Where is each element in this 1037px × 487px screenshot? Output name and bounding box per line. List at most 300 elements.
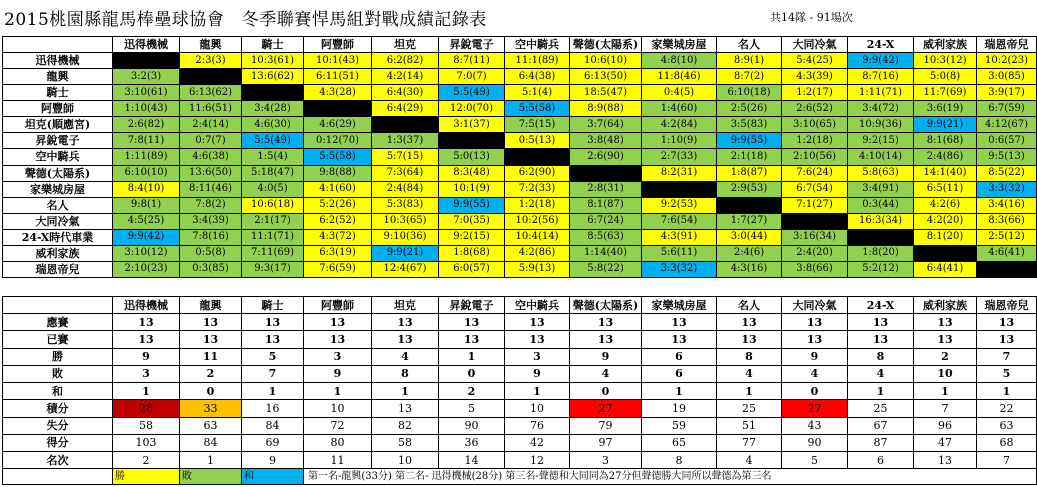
stats-value-cell: 0 — [782, 383, 848, 400]
match-result-cell: 5:6(11) — [642, 245, 717, 261]
match-result-cell: 2:6(52) — [782, 101, 848, 117]
self-match-cell — [977, 261, 1037, 277]
matrix-row — [3, 133, 1037, 149]
stats-row — [3, 314, 1037, 331]
stats-value-cell: 13 — [642, 331, 717, 348]
matrix-column-header: 聲德(太陽系) — [570, 37, 642, 53]
match-result-cell: 2:10(56) — [782, 149, 848, 165]
match-result-cell: 8:7(16) — [848, 69, 914, 85]
match-result-cell: 1:2(17) — [782, 85, 848, 101]
self-match-cell — [304, 101, 372, 117]
match-result-cell: 3:9(17) — [977, 85, 1037, 101]
match-result-cell: 4:1(60) — [304, 181, 372, 197]
matrix-row — [3, 101, 1037, 117]
self-match-cell — [505, 149, 570, 165]
match-result-cell: 1:2(18) — [505, 197, 570, 213]
match-result-cell: 3:4(39) — [180, 213, 242, 229]
match-result-cell: 2:10(23) — [113, 261, 180, 277]
stats-value-cell: 1 — [848, 383, 914, 400]
match-result-cell: 12:4(67) — [372, 261, 439, 277]
match-result-cell: 3:4(16) — [977, 197, 1037, 213]
matrix-row-team: 家樂城房屋 — [3, 181, 113, 197]
stats-row-label: 名次 — [3, 451, 113, 468]
match-result-cell: 7:8(16) — [180, 229, 242, 245]
self-match-cell — [180, 69, 242, 85]
stats-value-cell: 58 — [372, 434, 439, 451]
stats-row-label: 勝 — [3, 348, 113, 365]
stats-value-cell: 13 — [372, 314, 439, 331]
match-result-cell: 6:10(18) — [717, 85, 782, 101]
self-match-cell — [782, 213, 848, 229]
match-result-cell: 4:2(20) — [914, 213, 977, 229]
stats-row-label: 積分 — [3, 400, 113, 417]
stats-value-cell: 87 — [848, 434, 914, 451]
stats-value-cell: 13 — [505, 331, 570, 348]
match-result-cell: 3:0(44) — [717, 229, 782, 245]
match-result-cell: 3:3(32) — [642, 261, 717, 277]
match-result-cell: 5:8(63) — [848, 165, 914, 181]
match-result-cell: 4:3(72) — [304, 229, 372, 245]
stats-value-cell: 13 — [242, 331, 304, 348]
matrix-column-header: 大同冷氣 — [782, 37, 848, 53]
match-result-cell: 14:1(40) — [914, 165, 977, 181]
matrix-row-team: 空中騎兵 — [3, 149, 113, 165]
match-result-cell: 5:4(25) — [782, 53, 848, 69]
match-result-cell: 9:3(17) — [242, 261, 304, 277]
matrix-row-team: 威利家族 — [3, 245, 113, 261]
stats-value-cell: 4 — [717, 451, 782, 468]
match-result-cell: 5:1(4) — [505, 85, 570, 101]
stats-row-label: 應賽 — [3, 314, 113, 331]
stats-column-header: 聲德(太陽系) — [570, 297, 642, 314]
stats-value-cell: 7 — [977, 451, 1037, 468]
match-result-cell: 8:1(87) — [570, 197, 642, 213]
match-result-cell: 2:6(82) — [113, 117, 180, 133]
stats-value-cell: 8 — [848, 348, 914, 365]
match-result-cell: 9:9(21) — [372, 245, 439, 261]
stats-value-cell: 1 — [914, 383, 977, 400]
stats-value-cell: 6 — [848, 451, 914, 468]
match-result-cell: 6:0(57) — [439, 261, 505, 277]
match-result-cell: 3:8(48) — [570, 133, 642, 149]
stats-column-header: 空中騎兵 — [505, 297, 570, 314]
match-result-cell: 7:8(2) — [180, 197, 242, 213]
matrix-row — [3, 213, 1037, 229]
match-result-cell: 11:1(71) — [242, 229, 304, 245]
stats-value-cell: 13 — [642, 314, 717, 331]
match-result-cell: 3:10(12) — [113, 245, 180, 261]
match-result-cell: 3:10(61) — [113, 85, 180, 101]
match-result-cell: 1:11(89) — [113, 149, 180, 165]
stats-value-cell: 58 — [113, 417, 180, 434]
stats-row — [3, 383, 1037, 400]
stats-value-cell: 1 — [180, 451, 242, 468]
stats-column-header: 迅得機械 — [113, 297, 180, 314]
stats-value-cell: 13 — [977, 314, 1037, 331]
stats-value-cell: 3 — [570, 451, 642, 468]
matrix-row — [3, 229, 1037, 245]
stats-value-cell: 9 — [113, 348, 180, 365]
stats-value-cell: 13 — [717, 331, 782, 348]
match-result-cell: 4:5(25) — [113, 213, 180, 229]
matrix-column-header: 威利家族 — [914, 37, 977, 53]
match-result-cell: 6:4(29) — [372, 101, 439, 117]
match-result-cell: 5:18(47) — [242, 165, 304, 181]
legend-row — [3, 469, 1037, 485]
match-result-cell: 3:6(19) — [914, 101, 977, 117]
stats-value-cell: 5 — [242, 348, 304, 365]
match-result-cell: 8:3(66) — [977, 213, 1037, 229]
stats-value-cell: 4 — [782, 365, 848, 382]
match-result-cell: 8:1(20) — [914, 229, 977, 245]
stats-value-cell: 96 — [914, 417, 977, 434]
match-result-cell: 2:4(14) — [180, 117, 242, 133]
stats-value-cell: 13 — [180, 331, 242, 348]
stats-value-cell: 1 — [242, 383, 304, 400]
match-result-cell: 9:2(15) — [439, 229, 505, 245]
stats-value-cell: 36 — [439, 434, 505, 451]
stats-value-cell: 1 — [439, 348, 505, 365]
match-result-cell: 6:10(10) — [113, 165, 180, 181]
stats-value-cell: 7 — [242, 365, 304, 382]
stats-value-cell: 2 — [914, 348, 977, 365]
standings-table — [2, 296, 1037, 485]
stats-value-cell: 76 — [505, 417, 570, 434]
matrix-row-team: 迅得機械 — [3, 53, 113, 69]
match-result-cell: 9:2(53) — [642, 197, 717, 213]
matrix-column-header: 瑞恩帝兒 — [977, 37, 1037, 53]
stats-value-cell: 103 — [113, 434, 180, 451]
matrix-column-header: 空中騎兵 — [505, 37, 570, 53]
stats-row — [3, 400, 1037, 417]
stats-value-cell: 5 — [439, 400, 505, 417]
stats-value-cell: 25 — [717, 400, 782, 417]
match-result-cell: 0:7(7) — [180, 133, 242, 149]
match-result-cell: 6:4(41) — [914, 261, 977, 277]
stats-value-cell: 13 — [782, 314, 848, 331]
match-result-cell: 10:1(43) — [304, 53, 372, 69]
stats-value-cell: 1 — [505, 383, 570, 400]
stats-value-cell: 10 — [505, 400, 570, 417]
matrix-row — [3, 197, 1037, 213]
matrix-row-team: 昇銳電子 — [3, 133, 113, 149]
match-result-cell: 6:7(54) — [782, 181, 848, 197]
stats-value-cell: 33 — [180, 400, 242, 417]
stats-value-cell: 5 — [782, 451, 848, 468]
matrix-column-header: 阿豐師 — [304, 37, 372, 53]
stats-value-cell: 13 — [717, 314, 782, 331]
match-result-cell: 5:8(22) — [570, 261, 642, 277]
stats-value-cell: 13 — [570, 331, 642, 348]
stats-row — [3, 434, 1037, 451]
stats-value-cell: 13 — [372, 331, 439, 348]
ranking-note: 第一名-龍興(33分) 第二名- 迅得機械(28分) 第三名-聲德和大同同為27分但聲德勝大同所以聲德為第三名 — [304, 469, 1037, 485]
stats-value-cell: 3 — [113, 365, 180, 382]
matrix-row — [3, 53, 1037, 69]
matrix-row-team: 龍興 — [3, 69, 113, 85]
match-result-cell: 2:1(17) — [242, 213, 304, 229]
match-result-cell: 2:4(86) — [914, 149, 977, 165]
match-result-cell: 5:2(12) — [848, 261, 914, 277]
match-result-cell: 2:3(3) — [180, 53, 242, 69]
match-result-cell: 4:3(28) — [304, 85, 372, 101]
match-result-cell: 0:4(5) — [642, 85, 717, 101]
self-match-cell — [242, 85, 304, 101]
match-result-cell: 4:3(16) — [717, 261, 782, 277]
stats-row-label: 和 — [3, 383, 113, 400]
self-match-cell — [914, 245, 977, 261]
match-result-cell: 6:3(19) — [304, 245, 372, 261]
self-match-cell — [372, 117, 439, 133]
stats-value-cell: 84 — [242, 417, 304, 434]
match-result-cell: 10:9(36) — [848, 117, 914, 133]
stats-value-cell: 9 — [242, 451, 304, 468]
match-result-cell: 7:6(54) — [642, 213, 717, 229]
match-result-cell: 5:2(26) — [304, 197, 372, 213]
match-result-cell: 9:8(88) — [304, 165, 372, 181]
stats-value-cell: 0 — [180, 383, 242, 400]
match-result-cell: 0:5(8) — [180, 245, 242, 261]
match-result-cell: 3:3(32) — [977, 181, 1037, 197]
match-result-cell: 1:5(4) — [242, 149, 304, 165]
match-result-cell: 6:13(62) — [180, 85, 242, 101]
stats-value-cell: 69 — [242, 434, 304, 451]
match-result-cell: 8:9(88) — [570, 101, 642, 117]
match-result-cell: 2:9(53) — [717, 181, 782, 197]
stats-value-cell: 2 — [113, 451, 180, 468]
stats-value-cell: 13 — [848, 331, 914, 348]
match-result-cell: 11:1(89) — [505, 53, 570, 69]
match-result-cell: 7:11(69) — [242, 245, 304, 261]
match-result-cell: 3:16(34) — [782, 229, 848, 245]
stats-value-cell: 4 — [848, 365, 914, 382]
match-result-cell: 1:10(9) — [642, 133, 717, 149]
stats-value-cell: 2 — [439, 383, 505, 400]
stats-row — [3, 451, 1037, 468]
stats-value-cell: 8 — [372, 365, 439, 382]
self-match-cell — [848, 229, 914, 245]
match-result-cell: 4:2(84) — [642, 117, 717, 133]
match-result-cell: 5:3(83) — [372, 197, 439, 213]
matrix-row-team: 聲德(太陽系) — [3, 165, 113, 181]
match-result-cell: 4:10(14) — [848, 149, 914, 165]
stats-column-header: 騎士 — [242, 297, 304, 314]
match-result-cell: 10:1(9) — [439, 181, 505, 197]
matrix-column-header: 迅得機械 — [113, 37, 180, 53]
match-result-cell: 9:9(55) — [439, 197, 505, 213]
matrix-column-header: 龍興 — [180, 37, 242, 53]
match-result-cell: 4:6(41) — [977, 245, 1037, 261]
stats-value-cell: 1 — [372, 383, 439, 400]
match-result-cell: 1:10(43) — [113, 101, 180, 117]
stats-value-cell: 7 — [977, 348, 1037, 365]
match-result-cell: 8:9(1) — [717, 53, 782, 69]
match-result-cell: 6:2(52) — [304, 213, 372, 229]
self-match-cell — [113, 53, 180, 69]
match-result-cell: 11:6(51) — [180, 101, 242, 117]
match-result-cell: 2:5(12) — [977, 229, 1037, 245]
match-result-cell: 8:3(48) — [439, 165, 505, 181]
stats-value-cell: 13 — [242, 314, 304, 331]
match-result-cell: 3:5(83) — [717, 117, 782, 133]
match-result-cell: 10:4(14) — [505, 229, 570, 245]
match-result-cell: 16:3(34) — [848, 213, 914, 229]
match-result-cell: 9:10(36) — [372, 229, 439, 245]
stats-value-cell: 9 — [570, 348, 642, 365]
stats-value-cell: 13 — [570, 314, 642, 331]
stats-value-cell: 67 — [848, 417, 914, 434]
stats-value-cell: 63 — [977, 417, 1037, 434]
stats-value-cell: 3 — [505, 348, 570, 365]
match-result-cell: 2:5(26) — [717, 101, 782, 117]
stats-value-cell: 13 — [113, 331, 180, 348]
stats-row-label: 敗 — [3, 365, 113, 382]
match-result-cell: 1:14(40) — [570, 245, 642, 261]
match-result-cell: 5:5(58) — [304, 149, 372, 165]
match-result-cell: 1:3(37) — [372, 133, 439, 149]
match-result-cell: 3:4(28) — [242, 101, 304, 117]
stats-value-cell: 13 — [372, 400, 439, 417]
matrix-row — [3, 69, 1037, 85]
matrix-row-team: 阿豐師 — [3, 101, 113, 117]
self-match-cell — [439, 133, 505, 149]
stats-value-cell: 42 — [505, 434, 570, 451]
stats-value-cell: 8 — [642, 451, 717, 468]
stats-row-label: 得分 — [3, 434, 113, 451]
match-result-cell: 3:0(85) — [977, 69, 1037, 85]
stats-value-cell: 13 — [977, 331, 1037, 348]
stats-column-header: 大同冷氣 — [782, 297, 848, 314]
match-result-cell: 2:4(20) — [782, 245, 848, 261]
stats-value-cell: 9 — [505, 365, 570, 382]
stats-value-cell: 10 — [304, 400, 372, 417]
match-result-cell: 4:3(39) — [782, 69, 848, 85]
stats-value-cell: 8 — [717, 348, 782, 365]
match-result-cell: 7:0(7) — [439, 69, 505, 85]
match-result-cell: 10:3(12) — [914, 53, 977, 69]
match-result-cell: 3:8(66) — [782, 261, 848, 277]
match-result-cell: 3:2(3) — [113, 69, 180, 85]
match-result-cell: 12:0(70) — [439, 101, 505, 117]
stats-value-cell: 51 — [717, 417, 782, 434]
match-result-cell: 13:6(62) — [242, 69, 304, 85]
stats-value-cell: 13 — [439, 314, 505, 331]
stats-value-cell: 0 — [570, 383, 642, 400]
match-result-cell: 8:7(11) — [439, 53, 505, 69]
stats-value-cell: 11 — [180, 348, 242, 365]
match-result-cell: 8:7(2) — [717, 69, 782, 85]
stats-value-cell: 13 — [304, 331, 372, 348]
match-result-cell: 9:8(1) — [113, 197, 180, 213]
match-result-cell: 1:7(27) — [717, 213, 782, 229]
stats-value-cell: 47 — [914, 434, 977, 451]
legend-blank — [3, 469, 113, 485]
stats-value-cell: 65 — [642, 434, 717, 451]
matrix-row-team: 瑞恩帝兒 — [3, 261, 113, 277]
legend-tie: 和 — [242, 469, 304, 485]
match-result-cell: 3:4(72) — [848, 101, 914, 117]
stats-value-cell: 10 — [372, 451, 439, 468]
stats-value-cell: 82 — [372, 417, 439, 434]
match-result-cell: 1:8(87) — [717, 165, 782, 181]
match-result-cell: 4:12(67) — [977, 117, 1037, 133]
matrix-column-header: 24-X — [848, 37, 914, 53]
stats-column-header: 瑞恩帝兒 — [977, 297, 1037, 314]
match-result-cell: 13:6(50) — [180, 165, 242, 181]
match-result-cell: 7:1(27) — [782, 197, 848, 213]
match-result-cell: 6:5(11) — [914, 181, 977, 197]
match-result-cell: 7:2(33) — [505, 181, 570, 197]
stats-value-cell: 80 — [304, 434, 372, 451]
stats-value-cell: 13 — [439, 331, 505, 348]
stats-value-cell: 27 — [782, 400, 848, 417]
stats-value-cell: 4 — [570, 365, 642, 382]
stats-corner — [3, 297, 113, 314]
stats-value-cell: 13 — [782, 331, 848, 348]
stats-value-cell: 1 — [304, 383, 372, 400]
match-result-cell: 10:2(23) — [977, 53, 1037, 69]
matrix-row-team: 大同冷氣 — [3, 213, 113, 229]
match-result-cell: 7:0(35) — [439, 213, 505, 229]
matrix-row — [3, 165, 1037, 181]
match-result-cell: 5:0(13) — [439, 149, 505, 165]
self-match-cell — [642, 181, 717, 197]
match-result-cell: 8:4(10) — [113, 181, 180, 197]
match-result-cell: 9:2(15) — [848, 133, 914, 149]
legend-lose: 敗 — [180, 469, 242, 485]
stats-column-header: 威利家族 — [914, 297, 977, 314]
match-result-cell: 7:5(15) — [505, 117, 570, 133]
match-result-cell: 5:5(58) — [505, 101, 570, 117]
stats-value-cell: 79 — [570, 417, 642, 434]
stats-value-cell: 11 — [304, 451, 372, 468]
stats-row-label: 失分 — [3, 417, 113, 434]
stats-value-cell: 13 — [914, 451, 977, 468]
match-result-cell: 10:3(61) — [242, 53, 304, 69]
match-result-cell: 10:6(10) — [570, 53, 642, 69]
match-result-cell: 6:4(30) — [372, 85, 439, 101]
stats-value-cell: 19 — [642, 400, 717, 417]
matrix-corner — [3, 37, 113, 53]
team-count: 共14隊 - 91場次 — [770, 11, 853, 24]
stats-value-cell: 14 — [439, 451, 505, 468]
match-result-cell: 5:5(49) — [439, 85, 505, 101]
match-result-cell: 0:12(70) — [304, 133, 372, 149]
match-result-cell: 3:4(91) — [848, 181, 914, 197]
self-match-cell — [717, 197, 782, 213]
stats-value-cell: 59 — [642, 417, 717, 434]
stats-value-cell: 13 — [304, 314, 372, 331]
page-title: 2015桃園縣龍馬棒壘球協會 冬季聯賽悍馬組對戰成績記錄表 — [4, 10, 487, 30]
stats-value-cell: 9 — [304, 365, 372, 382]
stats-column-header: 龍興 — [180, 297, 242, 314]
stats-value-cell: 97 — [570, 434, 642, 451]
match-result-cell: 9:5(13) — [977, 149, 1037, 165]
stats-column-header: 昇銳電子 — [439, 297, 505, 314]
stats-value-cell: 7 — [914, 400, 977, 417]
stats-value-cell: 22 — [977, 400, 1037, 417]
stats-row — [3, 348, 1037, 365]
match-result-cell: 1:8(20) — [848, 245, 914, 261]
stats-value-cell: 13 — [505, 314, 570, 331]
stats-value-cell: 0 — [439, 365, 505, 382]
stats-value-cell: 12 — [505, 451, 570, 468]
stats-value-cell: 6 — [642, 348, 717, 365]
match-result-cell: 8:2(31) — [642, 165, 717, 181]
match-result-cell: 5:7(15) — [372, 149, 439, 165]
match-result-cell: 8:5(63) — [570, 229, 642, 245]
match-result-cell: 8:1(68) — [914, 133, 977, 149]
